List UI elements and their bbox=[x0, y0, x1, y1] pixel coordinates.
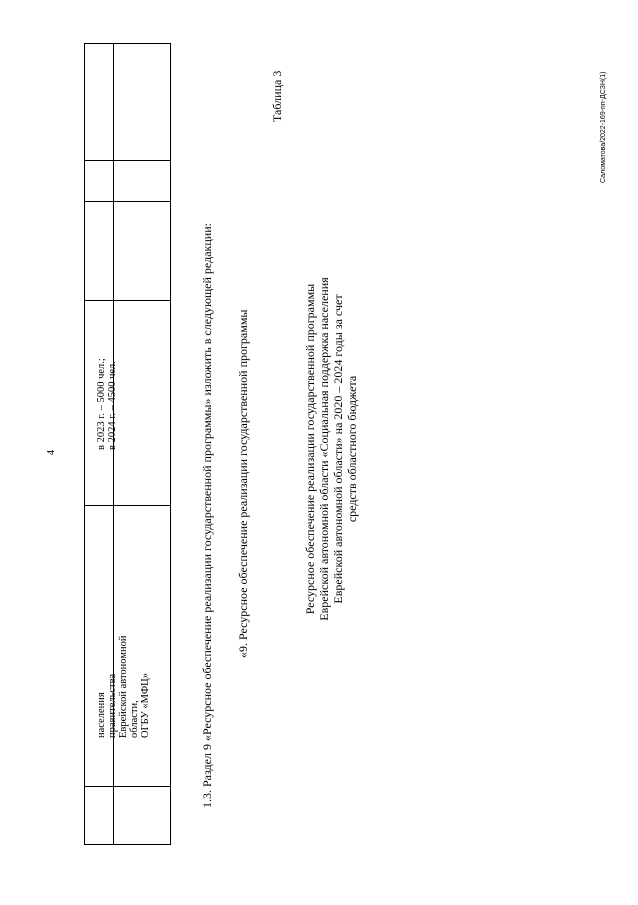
table-title: Ресурсное обеспечение реализации государственной программы Еврейской автономной области «Социальная поддержка населения Еврейской автономной области» на 2020 – 2024 годы за счет средств областного бюджета bbox=[303, 277, 359, 621]
table-cell-organization: населения правительства Еврейской автономной области, ОГБУ «МФЦ» bbox=[96, 635, 151, 738]
table-divider bbox=[85, 201, 170, 202]
page-number: 4 bbox=[46, 450, 57, 455]
table-label: Таблица 3 bbox=[270, 70, 284, 122]
table-divider bbox=[85, 505, 170, 506]
table-divider bbox=[85, 160, 170, 161]
table-divider bbox=[85, 300, 170, 301]
table-cell-values: в 2023 г. – 5000 чел.; в 2024 г. – 4500 чел. bbox=[96, 358, 118, 450]
footer-reference: Саломатова/2022-169-пп-ДСЗН(1) bbox=[600, 71, 607, 183]
table-divider bbox=[85, 786, 170, 787]
section-heading: «9. Ресурсное обеспечение реализации государственной программы bbox=[236, 309, 250, 658]
paragraph-1-3: 1.3. Раздел 9 «Ресурсное обеспечение реализации государственной программы» изложить в следующей редакции: bbox=[200, 223, 214, 808]
